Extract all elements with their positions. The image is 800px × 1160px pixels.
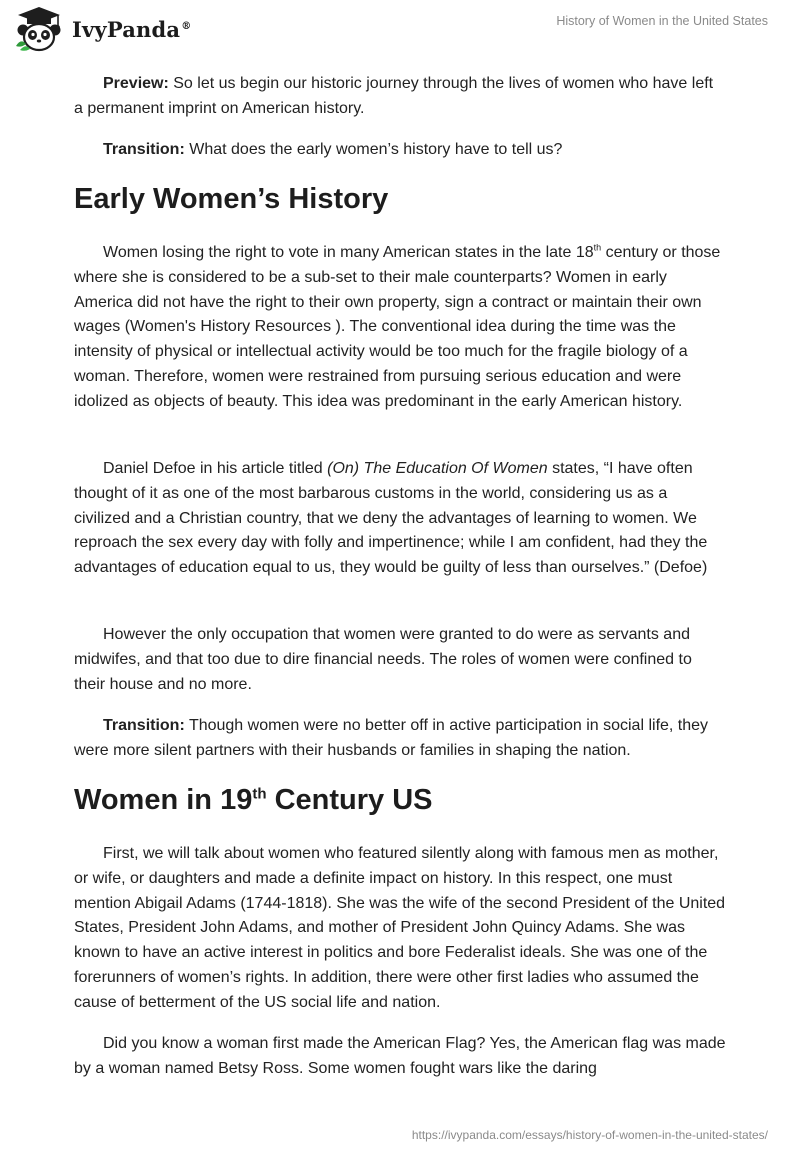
preview-text: So let us begin our historic journey through the lives of women who have left a permanent imprint on American history. xyxy=(74,75,714,117)
source-url[interactable]: https://ivypanda.com/essays/history-of-women-in-the-united-states/ xyxy=(411,1128,768,1142)
heading-19th-century xyxy=(74,782,726,818)
19th-century-paragraph-1: First, we will talk about women who featured silently along with famous men as mother, or wife, or daughters and made a definite impact on history. In this respect, one must mention Abigail Adams (1744-1818). She was the wife of the second President of the United States, President John Adams, and mother of President John Quincy Adams. She was known to have an active interest in politics and bore Federalist ideals. She was one of the forerunners of women’s rights. In addition, there were other first ladies who assumed the cause of betterment of the US social life and nation. xyxy=(74,845,726,1011)
preview-paragraph xyxy=(74,72,726,122)
panda-graduate-icon xyxy=(14,6,64,52)
ordinal-suffix: th xyxy=(593,242,602,253)
transition-paragraph-2 xyxy=(74,714,726,764)
heading-19-text-a: Women in 19 xyxy=(74,784,253,816)
preview-label: Preview: xyxy=(103,75,169,92)
heading-19-text-b: Century US xyxy=(266,784,433,816)
heading-ordinal-suffix: th xyxy=(252,785,267,803)
trademark-symbol: ® xyxy=(181,20,192,32)
brand-name: IvyPanda® xyxy=(72,16,192,42)
19th-century-paragraph-2: Did you know a woman first made the American Flag? Yes, the American flag was made by a woman named Betsy Ross. Some women fought wars like the daring xyxy=(74,1035,726,1077)
article-title: (On) The Education Of Women xyxy=(327,460,548,477)
transition-label: Transition: xyxy=(103,141,185,158)
transition-paragraph-1 xyxy=(74,138,726,163)
early-history-paragraph-1 xyxy=(74,241,726,415)
heading-early-womens-history: Early Women’s History xyxy=(74,183,389,215)
early-history-paragraph-2 xyxy=(74,457,726,581)
early-history-paragraph-3: However the only occupation that women were granted to do were as servants and midwifes, and that too due to dire financial needs. The roles of women were confined to their house and no more. xyxy=(74,626,692,693)
early-p1-text-a: Women losing the right to vote in many American states in the late 18 xyxy=(103,244,594,261)
transition-text: What does the early women’s history have to tell us? xyxy=(184,141,563,158)
document-title: History of Women in the United States xyxy=(556,14,768,28)
ivypanda-logo[interactable] xyxy=(14,6,191,52)
page-header xyxy=(0,0,800,56)
transition-label-2: Transition: xyxy=(103,717,185,734)
early-p2-text-a: Daniel Defoe in his article titled xyxy=(103,460,328,477)
early-p1-text-b: century or those where she is considered to be a sub-set to their male counterparts? Women in early America did not have the right to their own property, sign a contract or maintain their own wages (Women's History Resources ). The conventional idea during the time was the intensity of physical or intellectual activity would be too much for the fragile biology of a woman. Therefore, women were restrained from pursuing serious education and were idolized as objects of beauty. This idea was predominant in the early American history. xyxy=(74,244,721,410)
early-p2-text-b: states, “I have often thought of it as one of the most barbarous customs in the world, considering us as a civilized and a Christian country, that we deny the advantages of learning to women. We reproach the sex every day with folly and impertinence; while I am confident, had they the advantages of education equal to us, they would be guilty of less than ourselves.” (Defoe) xyxy=(74,460,708,577)
transition-text-2: Though women were no better off in active participation in social life, they were more silent partners with their husbands or families in shaping the nation. xyxy=(74,717,709,759)
